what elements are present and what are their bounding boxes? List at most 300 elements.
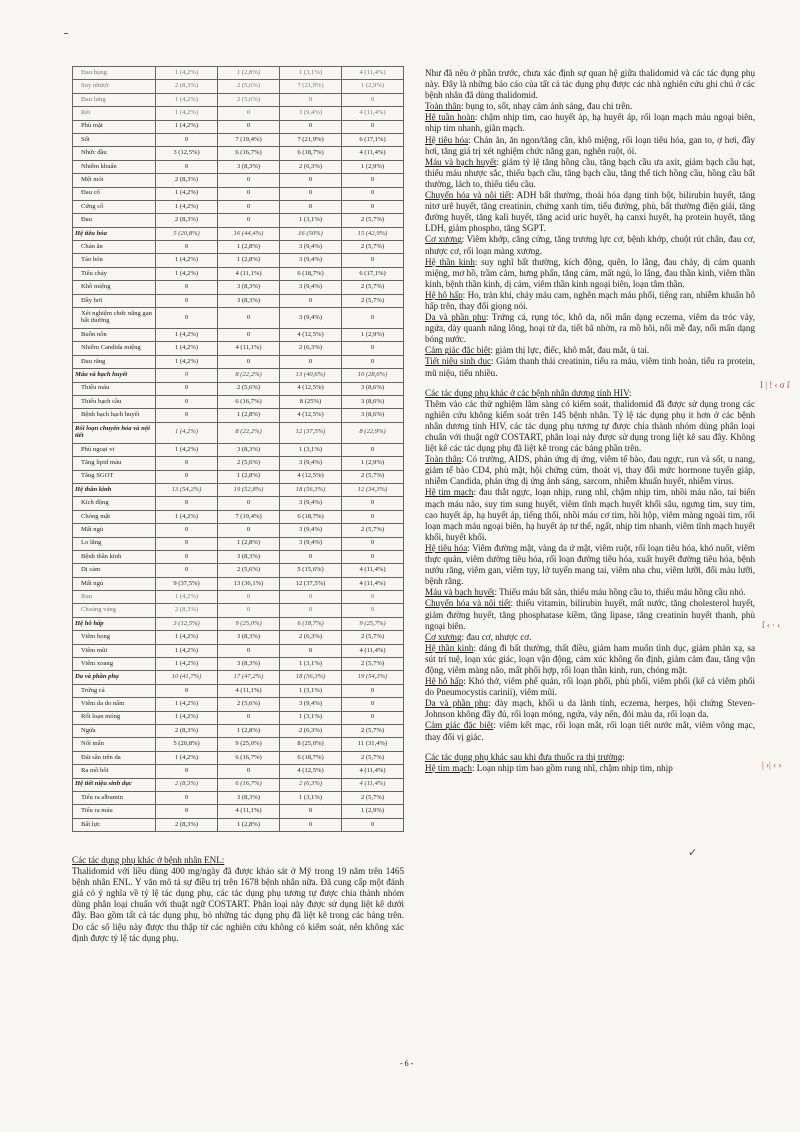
cell-value: 1 (4,2%) xyxy=(156,329,218,342)
cell-value: 3 (9,4%) xyxy=(280,537,342,550)
paragraph-heading: Máu và bạch huyết xyxy=(425,156,497,167)
paragraph-gap xyxy=(425,743,755,752)
cell-value: 0 xyxy=(218,524,280,537)
cell-value: 0 xyxy=(156,684,218,697)
cell-value: 3 (9,4%) xyxy=(280,698,342,711)
cell-value: 3 (8,3%) xyxy=(218,443,280,456)
cell-value: 1 (2,8%) xyxy=(218,470,280,483)
paragraph-text: : Giảm thanh thải creatinin, tiểu ra máu, viêm tinh hoàn, tiểu ra protein, mũ niệu, tiểu nhiều. xyxy=(425,356,755,378)
cell-value: 1 (4,2%) xyxy=(156,120,218,133)
adverse-effects-table xyxy=(72,66,404,832)
cell-value: 0 xyxy=(218,591,280,604)
cell-value: 0 xyxy=(280,174,342,187)
cell-value: 5 (20,8%) xyxy=(156,738,218,751)
cell-value: 2 (5,7%) xyxy=(342,631,404,644)
table-row xyxy=(73,308,404,329)
paragraph-heading: Chuyển hóa và nội tiết xyxy=(425,598,511,609)
paragraph-heading: Hệ hô hấp xyxy=(425,676,464,687)
cell-value: 6 (16,7%) xyxy=(218,778,280,791)
cell-value: 4 (11,4%) xyxy=(342,564,404,577)
paragraph xyxy=(425,68,755,101)
row-label: Bệnh thần kinh xyxy=(73,550,156,563)
cell-value: 2 (5,7%) xyxy=(342,724,404,737)
cell-value: 0 xyxy=(342,711,404,724)
cell-value: 0 xyxy=(156,550,218,563)
cell-value: 3 (9,4%) xyxy=(280,497,342,510)
paragraph-heading: Hệ hô hấp xyxy=(425,289,463,300)
row-label: Bất lực xyxy=(73,818,156,831)
row-label: Rét xyxy=(73,107,156,120)
paragraph-heading: Chuyển hóa và nội tiết xyxy=(425,190,512,201)
table-row xyxy=(73,93,404,106)
table-row xyxy=(73,214,404,227)
cell-value: 6 (17,1%) xyxy=(342,267,404,280)
cell-value: 0 xyxy=(156,457,218,470)
cell-value: 4 (11,1%) xyxy=(218,684,280,697)
right-column-text xyxy=(425,68,755,774)
cell-value: 1 (4,2%) xyxy=(156,510,218,523)
cell-value: 0 xyxy=(156,133,218,146)
paragraph-heading: Da và phần phụ xyxy=(425,312,487,323)
cell-value: 0 xyxy=(156,409,218,422)
cell-value: 3 (9,4%) xyxy=(280,308,342,329)
cell-value: 1 (4,2%) xyxy=(156,107,218,120)
cell-value: 1 (3,1%) xyxy=(280,658,342,671)
table-row xyxy=(73,443,404,456)
cell-value: 6 (18,7%) xyxy=(280,510,342,523)
cell-value: 6 (16,7%) xyxy=(218,147,280,160)
cell-value: 0 xyxy=(156,537,218,550)
margin-annotation-2: ſ ‹ · ‹ xyxy=(762,620,781,630)
paragraph xyxy=(425,345,755,356)
row-label: Nhức đầu xyxy=(73,147,156,160)
cell-value: 12 (34,3%) xyxy=(342,483,404,496)
paragraph-heading: Hệ tiêu hóa xyxy=(425,134,469,145)
row-label: Đau xyxy=(73,214,156,227)
table-row xyxy=(73,267,404,280)
cell-value: 6 (18,7%) xyxy=(280,617,342,630)
cell-value: 2 (5,6%) xyxy=(218,698,280,711)
cell-value: 0 xyxy=(342,254,404,267)
row-label: Kích động xyxy=(73,497,156,510)
row-label: Đau bụng xyxy=(73,67,156,80)
cell-value: 9 (25,7%) xyxy=(342,617,404,630)
cell-value: 0 xyxy=(342,537,404,550)
cell-value: 0 xyxy=(342,818,404,831)
cell-value: 1 (2,8%) xyxy=(218,724,280,737)
cell-value: 1 (4,2%) xyxy=(156,658,218,671)
paragraph-text: : đau thắt ngực, loạn nhịp, rung nhĩ, chậm nhịp tim, nhồi máu não, tai biến mạch máu não, suy tim sung huyết, viêm tĩnh mạch huyết khối sâu, ngưng tim, suy tim, cao huyết áp, hạ huyết áp, tiếng thổi, nhồi máu cơ tim, hồi hộp, viêm màng ngoài tim, rối loạn mạch máu ngoại biên, hạ huyết áp tư thế, ngất, nhịp tim nhanh, viêm tĩnh mạch huyết khối, huyết khối. xyxy=(425,487,755,542)
cell-value: 7 (21,9%) xyxy=(280,80,342,93)
row-label: Máu và bạch huyết xyxy=(73,369,156,382)
row-label: Xét nghiệm chức năng gan bất thường xyxy=(73,308,156,329)
cell-value: 0 xyxy=(156,241,218,254)
cell-value: 4 (11,4%) xyxy=(342,147,404,160)
paragraph-gap xyxy=(425,379,755,388)
row-label: Bệnh bạch hạch huyết xyxy=(73,409,156,422)
cell-value: 0 xyxy=(342,443,404,456)
table-row xyxy=(73,644,404,657)
cell-value: 10 (28,6%) xyxy=(342,369,404,382)
cell-value: 4 (12,5%) xyxy=(280,329,342,342)
row-label: Suy nhược xyxy=(73,80,156,93)
enl-paragraph: Thalidomid với liều dùng 400 mg/ngày đã được khảo sát ở Mỹ trong 19 năm trên 1465 bệnh nhân ENL. Y văn mô tả sự điều trị trên 1678 bệnh nhân nữa. Đã cung cấp một đánh giá có ý nghĩa về tỷ lệ tác dụng phụ, các tác dụng phụ tương tự được chia thành nhóm dùng phân loại chuẩn với thuật ngữ COSTART. Phân loại này được sử dụng liệt kê dưới đây. Bao gồm tất cả tác dụng phụ, bỏ những tác dụng phụ đã liệt kê trong các bảng trên. Do các số liệu này được thu thập từ các nghiên cứu không có kiểm soát, nên không xác định được tỷ lệ tác dụng phụ. xyxy=(72,866,404,943)
table-row xyxy=(73,355,404,368)
cell-value: 5 (15,6%) xyxy=(280,564,342,577)
paragraph xyxy=(425,157,755,190)
cell-value: 1 (4,2%) xyxy=(156,591,218,604)
cell-value: 0 xyxy=(156,470,218,483)
table-row xyxy=(73,120,404,133)
paragraph-text: : Chán ăn, ăn ngon/tăng cân, khô miệng, rối loạn tiêu hóa, gan to, ợ hơi, đầy hơi, tăng giá trị xét nghiệm chức năng gan, nghẽn ruột, ói. xyxy=(425,134,755,156)
cell-value: 3 (9,4%) xyxy=(280,254,342,267)
cell-value: 6 (16,7%) xyxy=(218,751,280,764)
cell-value: 0 xyxy=(280,550,342,563)
paragraph xyxy=(425,454,755,487)
paragraph-heading: Các tác dụng phụ khác sau khi đưa thuốc ra thị trường xyxy=(425,751,623,762)
paragraph-text: : Có trường, AIDS, phản ứng dị ứng, viêm tế bào, đau ngực, run và sốt, u nang, giảm tế bào CD4, phù mặt, hội chứng cúm, thoát vị, thay đổi mức hormone tuyến giáp, nhiễm Candida, phản ứng dị ứng ánh sáng, sarcom, nhiễm khuẩn huyết, nhiễm virus. xyxy=(425,454,755,487)
cell-value: 8 (25%) xyxy=(280,395,342,408)
cell-value: 4 (12,5%) xyxy=(280,765,342,778)
cell-value: 0 xyxy=(218,214,280,227)
cell-value: 2 (5,7%) xyxy=(342,470,404,483)
cell-value: 2 (5,6%) xyxy=(218,93,280,106)
cell-value: 1 (4,2%) xyxy=(156,267,218,280)
paragraph xyxy=(425,632,755,643)
cell-value: 2 (5,6%) xyxy=(218,80,280,93)
cell-value: 2 (5,7%) xyxy=(342,214,404,227)
cell-value: 12 (37,5%) xyxy=(280,422,342,443)
cell-value: 16 (50%) xyxy=(280,227,342,240)
table-row xyxy=(73,537,404,550)
cell-value: 2 (6,3%) xyxy=(280,342,342,355)
cell-value: 0 xyxy=(342,174,404,187)
table-row xyxy=(73,187,404,200)
cell-value: 2 (5,7%) xyxy=(342,751,404,764)
row-label: Đau răng xyxy=(73,355,156,368)
cell-value: 8 (22,2%) xyxy=(218,369,280,382)
table-row xyxy=(73,241,404,254)
cell-value: 0 xyxy=(156,395,218,408)
cell-value: 1 (3,1%) xyxy=(280,443,342,456)
row-label: Đau lưng xyxy=(73,93,156,106)
table-row xyxy=(73,409,404,422)
cell-value: 17 (47,2%) xyxy=(218,671,280,684)
cell-value: 0 xyxy=(342,120,404,133)
cell-value: 2 (5,7%) xyxy=(342,241,404,254)
cell-value: 0 xyxy=(280,591,342,604)
row-label: Tăng SGOT xyxy=(73,470,156,483)
cell-value: 18 (56,3%) xyxy=(280,483,342,496)
table-row xyxy=(73,133,404,146)
cell-value: 0 xyxy=(342,308,404,329)
cell-value: 2 (5,6%) xyxy=(218,382,280,395)
cell-value: 0 xyxy=(342,684,404,697)
cell-value: 12 (37,5%) xyxy=(280,577,342,590)
cell-value: 0 xyxy=(218,120,280,133)
cell-value: 11 (31,4%) xyxy=(342,738,404,751)
paragraph xyxy=(425,399,755,454)
paragraph-heading: Hệ thần kinh xyxy=(425,256,475,267)
cell-value: 1 (4,2%) xyxy=(156,93,218,106)
cell-value: 6 (16,7%) xyxy=(218,395,280,408)
cell-value: 1 (2,9%) xyxy=(342,457,404,470)
row-label: Hệ tiết niệu sinh dục xyxy=(73,778,156,791)
cell-value: 2 (5,7%) xyxy=(342,294,404,307)
paragraph-text: Như đã nêu ở phần trước, chưa xác định sự quan hệ giữa thalidomid và các tác dụng phụ này. Đây là những báo cáo của tất cả tác dụng phụ được các nhà nghiên cứu ghi chú ở các bệnh nhân đã dùng thalidomid. xyxy=(425,68,755,101)
table-group-row xyxy=(73,617,404,630)
page-number: - 6 - xyxy=(400,1059,414,1068)
cell-value: 1 (4,2%) xyxy=(156,67,218,80)
cell-value: 0 xyxy=(218,497,280,510)
cell-value: 3 (8,3%) xyxy=(218,160,280,173)
cell-value: 1 (4,2%) xyxy=(156,342,218,355)
cell-value: 0 xyxy=(342,698,404,711)
cell-value: 6 (17,1%) xyxy=(342,133,404,146)
table-row xyxy=(73,254,404,267)
table-row xyxy=(73,342,404,355)
table-row xyxy=(73,510,404,523)
table-row xyxy=(73,160,404,173)
row-label: Rối loạn móng xyxy=(73,711,156,724)
cell-value: 0 xyxy=(156,369,218,382)
paragraph-text: : Trứng cá, rụng tóc, khô da, nổi mẩn dạng eczema, viêm da tróc vảy, ngứa, dày quanh năng lông, hoại tử da, tiết bã nhờn, ra mồ hôi, nổi mề đay, nổi mẩn dạng bóng nước. xyxy=(425,312,755,345)
paragraph-heading: Cơ xương xyxy=(425,234,462,245)
table-row xyxy=(73,200,404,213)
cell-value: 0 xyxy=(156,564,218,577)
row-label: Viêm xoang xyxy=(73,658,156,671)
row-label: Viêm họng xyxy=(73,631,156,644)
row-label: Khô miệng xyxy=(73,281,156,294)
cell-value: 2 (6,3%) xyxy=(280,631,342,644)
row-label: Mất ngủ xyxy=(73,524,156,537)
paragraph-heading: Cảm giác đặc biệt xyxy=(425,720,494,731)
cell-value: 0 xyxy=(218,711,280,724)
paragraph-text: : đau cơ, nhược cơ. xyxy=(461,631,532,642)
cell-value: 0 xyxy=(342,604,404,617)
cell-value: 16 (44,4%) xyxy=(218,227,280,240)
cell-value: 1 (3,1%) xyxy=(280,791,342,804)
cell-value: 0 xyxy=(342,355,404,368)
cell-value: 2 (5,7%) xyxy=(342,791,404,804)
paragraph-text: : Viêm đường mật, vàng da ứ mật, viêm ruột, rối loạn tiêu hóa, khó nuốt, viêm thực quản, viêm dường tiêu hóa, rối loạn đường tiêu hóa, xuất huyết đường tiêu hóa, bệnh nướu răng, viêm gan, viêm tụy, lở tuyến mang tai, viêm nha chu, viêm lưỡi, đổi màu lưỡi, bệnh răng. xyxy=(425,542,755,587)
row-label: Dị cảm xyxy=(73,564,156,577)
paragraph-text: : dày mạch, khối u da lành tính, eczema, herpes, hội chứng Steven-Johnson không đầy đủ, rối loạn móng, ngứa, vảy nến, đỏi màu da, rối loạn da. xyxy=(425,698,755,720)
cell-value: 1 (4,2%) xyxy=(156,644,218,657)
paragraph xyxy=(425,643,755,676)
cell-value: 3 (8,6%) xyxy=(342,409,404,422)
cell-value: 0 xyxy=(156,308,218,329)
paragraph-text: : viêm kết mạc, rối loạn mắt, rối loạn tiết nước mắt, viêm võng mạc, thay đổi vị giác. xyxy=(425,720,755,742)
table-row xyxy=(73,382,404,395)
cell-value: 1 (4,2%) xyxy=(156,698,218,711)
paragraph-text: : Khó thở, viêm phế quản, rối loạn phổi, phù phổi, viêm phổi (kể cả viêm phổi do Pneumocystis carinii), viêm mũi. xyxy=(425,676,755,698)
table-row xyxy=(73,658,404,671)
paragraph-text: : chậm nhịp tim, cao huyết áp, hạ huyết áp, rối loạn mạch máu ngoại biên, nhịp tim nhanh, giãn mạch. xyxy=(425,112,756,134)
cell-value: 2 (6,3%) xyxy=(280,724,342,737)
cell-value: 0 xyxy=(218,604,280,617)
row-label: Phù ngoại vi xyxy=(73,443,156,456)
table-group-row xyxy=(73,369,404,382)
cell-value: 6 (18,7%) xyxy=(280,267,342,280)
row-label: Trứng cá xyxy=(73,684,156,697)
cell-value: 1 (3,1%) xyxy=(280,67,342,80)
cell-value: 0 xyxy=(280,355,342,368)
paragraph xyxy=(425,112,755,134)
row-label: Đát sần trên da xyxy=(73,751,156,764)
table-row xyxy=(73,281,404,294)
paragraph-heading: Máu và bạch huyết xyxy=(425,587,495,598)
cell-value: 0 xyxy=(280,818,342,831)
cell-value: 6 (18,7%) xyxy=(280,751,342,764)
row-label: Thiếu máu xyxy=(73,382,156,395)
cell-value: 3 (8,3%) xyxy=(218,281,280,294)
cell-value: 0 xyxy=(218,644,280,657)
cell-value: 0 xyxy=(156,805,218,818)
table-row xyxy=(73,550,404,563)
cell-value: 0 xyxy=(280,604,342,617)
cell-value: 9 (25,0%) xyxy=(218,617,280,630)
table-row xyxy=(73,631,404,644)
row-label: Mệt mỏi xyxy=(73,174,156,187)
paragraph-text: : giảm thị lực, điếc, khô mắt, đau mắt, ù tai. xyxy=(490,345,650,356)
enl-heading: Các tác dụng phụ khác ở bệnh nhân ENL: xyxy=(72,855,225,865)
cell-value: 2 (5,7%) xyxy=(342,524,404,537)
cell-value: 7 (19,4%) xyxy=(218,510,280,523)
cell-value: 1 (2,8%) xyxy=(218,537,280,550)
cell-value: 0 xyxy=(280,120,342,133)
cell-value: 0 xyxy=(218,765,280,778)
row-label: Tiểu ra albumin xyxy=(73,791,156,804)
cell-value: 3 (9,4%) xyxy=(280,107,342,120)
cell-value: 0 xyxy=(156,160,218,173)
paragraph-heading: Cảm giác đặc biệt xyxy=(425,345,491,356)
cell-value: 2 (8,3%) xyxy=(156,80,218,93)
table-row xyxy=(73,80,404,93)
row-label: Cứng cổ xyxy=(73,200,156,213)
row-label: Tăng lipid máu xyxy=(73,457,156,470)
cell-value: 1 (2,8%) xyxy=(218,818,280,831)
cell-value: 0 xyxy=(280,93,342,106)
row-label: Phù mặt xyxy=(73,120,156,133)
cell-value: 0 xyxy=(156,294,218,307)
cell-value: 0 xyxy=(218,174,280,187)
cell-value: 8 (22,2%) xyxy=(218,422,280,443)
cell-value: 2 (8,3%) xyxy=(156,778,218,791)
row-label: Táo bón xyxy=(73,254,156,267)
cell-value: 1 (2,9%) xyxy=(342,80,404,93)
cell-value: 3 (8,3%) xyxy=(218,658,280,671)
table-row xyxy=(73,711,404,724)
cell-value: 0 xyxy=(218,329,280,342)
cell-value: 2 (8,3%) xyxy=(156,214,218,227)
cell-value: 9 (25,0%) xyxy=(218,738,280,751)
cell-value: 10 (41,7%) xyxy=(156,671,218,684)
cell-value: 3 (8,3%) xyxy=(218,294,280,307)
cell-value: 1 (4,2%) xyxy=(156,187,218,200)
cell-value: 2 (6,3%) xyxy=(280,778,342,791)
paragraph xyxy=(425,312,755,345)
cell-value: 2 (8,3%) xyxy=(156,724,218,737)
row-label: Tiểu ra máu xyxy=(73,805,156,818)
table-group-row xyxy=(73,422,404,443)
paragraph-heading: Da và phần phụ xyxy=(425,698,489,709)
cell-value: 3 (9,4%) xyxy=(280,524,342,537)
paragraph-text: : Thiếu máu bất sản, thiếu máu hồng cầu to, thiếu máu hồng cầu nhỏ. xyxy=(494,587,746,598)
table-row xyxy=(73,698,404,711)
table-row xyxy=(73,524,404,537)
paragraph-text: Thêm vào các thử nghiệm lâm sàng có kiểm soát, thalidomid đã được sử dụng trong các nghiên cứu không kiểm soát trên 145 bệnh nhân. Tỷ lệ tác dụng phụ ít hơn ở các bệnh nhân dương tính HIV, các tác dụng phụ tương tự được chia thành nhóm dùng phân loại chuẩn với thuật ngữ COSTART, phân loại này được sử dụng trong liệt kê sau đây. Không liệt kê các tác dụng phụ đã liệt kê trong các bảng phần trên. xyxy=(425,398,755,454)
cell-value: 0 xyxy=(218,355,280,368)
table-row xyxy=(73,738,404,751)
cell-value: 1 (2,9%) xyxy=(342,329,404,342)
paragraph-heading: Cơ xương xyxy=(425,631,462,642)
table-row xyxy=(73,765,404,778)
cell-value: 3 (12,5%) xyxy=(156,147,218,160)
cell-value: 1 (3,1%) xyxy=(280,214,342,227)
table-row xyxy=(73,805,404,818)
table-group-row xyxy=(73,671,404,684)
row-label: Buồn nôn xyxy=(73,329,156,342)
cell-value: 1 (4,2%) xyxy=(156,355,218,368)
row-label: Hệ hô hấp xyxy=(73,617,156,630)
row-label: Mất ngủ xyxy=(73,577,156,590)
cell-value: 4 (12,5%) xyxy=(280,409,342,422)
cell-value: 4 (11,1%) xyxy=(218,267,280,280)
cell-value: 0 xyxy=(218,187,280,200)
cell-value: 0 xyxy=(342,342,404,355)
row-label: Chán ăn xyxy=(73,241,156,254)
paragraph-heading: Các tác dụng phụ khác ở các bệnh nhân dương tính HIV xyxy=(425,387,630,398)
paragraph-heading: Hệ tuần hoàn xyxy=(425,112,475,123)
row-label: Tiêu chảy xyxy=(73,267,156,280)
table-row xyxy=(73,174,404,187)
cell-value: 1 (4,2%) xyxy=(156,443,218,456)
paragraph-text: : suy nghĩ bất thường, kích động, quên, lo lắng, đau chảy, dị cảm quanh miệng, mơ hồ, trầm cảm, hưng phấn, tăng cảm, mất ngủ, lo lắng, đau thần kinh, viêm thần kinh, bệnh thần kinh, dị cảm, viêm thần kinh ngoại biên, loạn tâm thần. xyxy=(425,256,755,289)
row-label: Nhiễm Candida miệng xyxy=(73,342,156,355)
row-label: Sốt xyxy=(73,133,156,146)
cell-value: 1 (4,2%) xyxy=(156,422,218,443)
table-row xyxy=(73,751,404,764)
table-row xyxy=(73,591,404,604)
cell-value: 0 xyxy=(342,591,404,604)
paragraph-heading: Toàn thân xyxy=(425,101,461,112)
cell-value: 15 (42,9%) xyxy=(342,227,404,240)
cell-value: 0 xyxy=(280,644,342,657)
paragraph-text: : ADH bất thường, thoái hóa dạng tinh bột, bilirubin huyết, tăng nitơ urê huyết, tăng creatinin, chứng xanh tím, tiểu đường, phù, bất thường điện giải, tăng đường huyết, tăng kali huyết, tăng acid uric huyết, hạ canxi huyết, hạ protein huyết, tăng LDH, giảm phospho, tăng SGPT. xyxy=(425,190,755,234)
cell-value: 1 (3,1%) xyxy=(280,711,342,724)
cell-value: 4 (11,1%) xyxy=(218,805,280,818)
paragraph-text: : dáng đi bất thường, thất điều, giảm ham muốn tình dục, giảm phản xạ, sa sút trí tuệ, loạn xúc giác, loạn vận động, cảm xúc không ổn định, giảm cảm đau, tăng vận động, viêm màng não, mất phối hợp, rối loạn thần kinh, run, chóng mặt. xyxy=(425,642,755,675)
paragraph xyxy=(425,190,755,234)
table-row xyxy=(73,470,404,483)
cell-value: 1 (2,9%) xyxy=(342,805,404,818)
cell-value: 4 (11,4%) xyxy=(342,107,404,120)
row-label: Nổi mẩn xyxy=(73,738,156,751)
cell-value: 1 (2,8%) xyxy=(218,254,280,267)
table-row xyxy=(73,294,404,307)
paragraph-heading: Tiết niệu sinh dục xyxy=(425,356,492,367)
cell-value: 1 (4,2%) xyxy=(156,711,218,724)
cell-value: 3 (8,3%) xyxy=(218,631,280,644)
paragraph xyxy=(425,388,755,399)
cell-value: 2 (5,7%) xyxy=(342,658,404,671)
paragraph-heading: Hệ tiêu hóa xyxy=(425,542,468,553)
cell-value: 4 (12,5%) xyxy=(280,470,342,483)
cell-value: 4 (11,1%) xyxy=(218,342,280,355)
cell-value: 3 (8,6%) xyxy=(342,382,404,395)
cell-value: 2 (8,3%) xyxy=(156,174,218,187)
